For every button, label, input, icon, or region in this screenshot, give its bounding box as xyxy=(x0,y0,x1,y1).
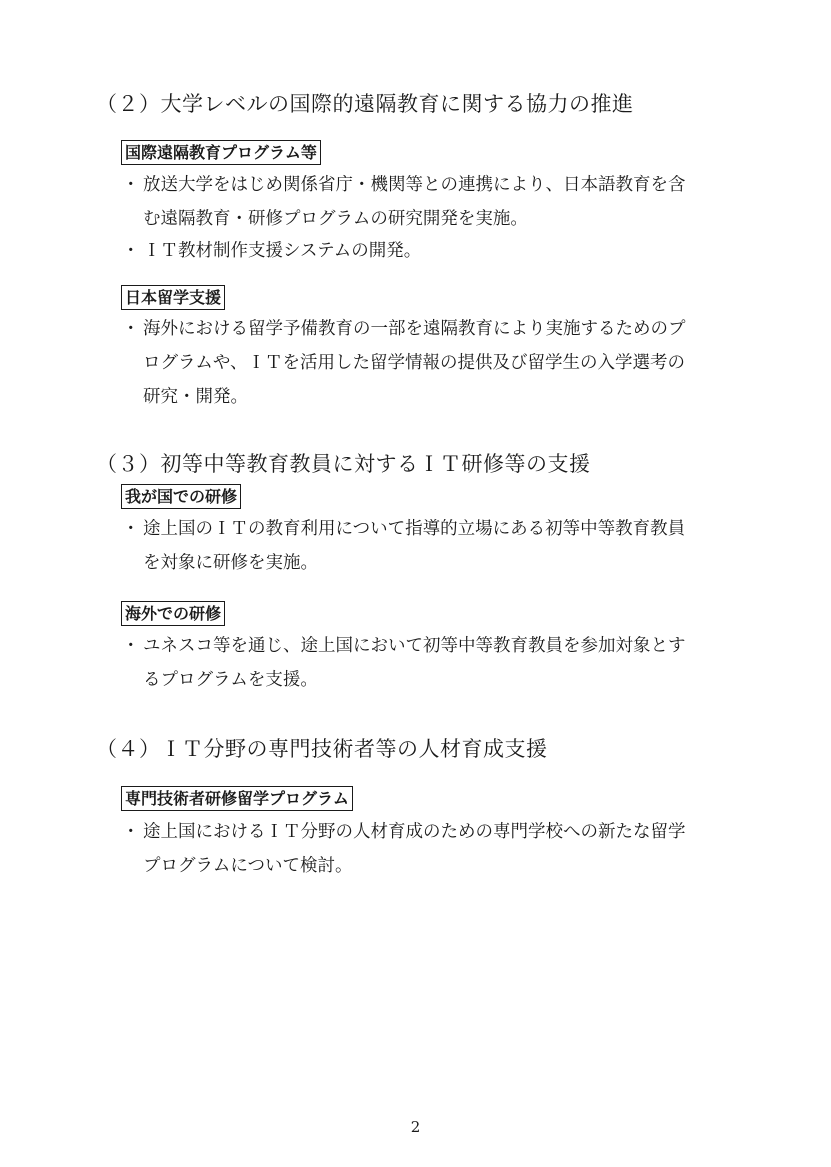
sub-label-overseas-training: 海外での研修 xyxy=(121,601,225,626)
bullet-line: 途上国におけるＩＴ分野の人材育成のための専門学校への新たな留学 xyxy=(143,822,686,842)
bullet-mark: ・ xyxy=(122,636,140,656)
bullet-item xyxy=(122,312,762,414)
bullet-line: ログラムや、ＩＴを活用した留学情報の提供及び留学生の入学選考の xyxy=(143,353,685,373)
bullet-line: プログラムについて検討。 xyxy=(143,856,353,876)
bullet-item xyxy=(122,512,762,580)
bullet-line: 放送大学をはじめ関係省庁・機関等との連携により、日本語教育を含 xyxy=(143,175,686,195)
bullet-item xyxy=(122,815,762,883)
bullet-line: 研究・開発。 xyxy=(143,387,248,407)
bullet-mark: ・ xyxy=(122,175,140,195)
bullet-line: るプログラムを支援。 xyxy=(143,670,318,690)
bullet-line: を対象に研修を実施。 xyxy=(143,553,318,573)
sub-label-specialist-training-program: 専門技術者研修留学プログラム xyxy=(121,786,353,811)
bullet-line: ユネスコ等を通じ、途上国において初等中等教育教員を参加対象とす xyxy=(143,636,686,656)
sub-label-international-distance-education: 国際遠隔教育プログラム等 xyxy=(121,140,321,165)
sub-label-domestic-training: 我が国での研修 xyxy=(121,484,241,509)
section-heading-3: （３）初等中等教育教員に対するＩＴ研修等の支援 xyxy=(96,452,591,476)
bullet-mark: ・ xyxy=(122,822,140,842)
section-heading-4: （４）ＩＴ分野の専門技術者等の人材育成支援 xyxy=(96,737,548,761)
bullet-mark: ・ xyxy=(122,241,140,261)
bullet-mark: ・ xyxy=(122,519,140,539)
bullet-line: む遠隔教育・研修プログラムの研究開発を実施。 xyxy=(143,209,528,229)
bullet-line: 途上国のＩＴの教育利用について指導的立場にある初等中等教育教員 xyxy=(143,519,686,539)
bullet-item xyxy=(122,629,762,697)
bullet-item xyxy=(122,168,762,236)
bullet-mark: ・ xyxy=(122,319,140,339)
bullet-line: 海外における留学予備教育の一部を遠隔教育により実施するためのプ xyxy=(143,319,686,339)
bullet-line: ＩＴ教材制作支援システムの開発。 xyxy=(143,241,422,261)
bullet-item xyxy=(122,234,762,268)
section-heading-2: （２）大学レベルの国際的遠隔教育に関する協力の推進 xyxy=(96,92,634,116)
page-number: 2 xyxy=(410,1118,421,1136)
sub-label-japan-study-support: 日本留学支援 xyxy=(121,285,225,310)
